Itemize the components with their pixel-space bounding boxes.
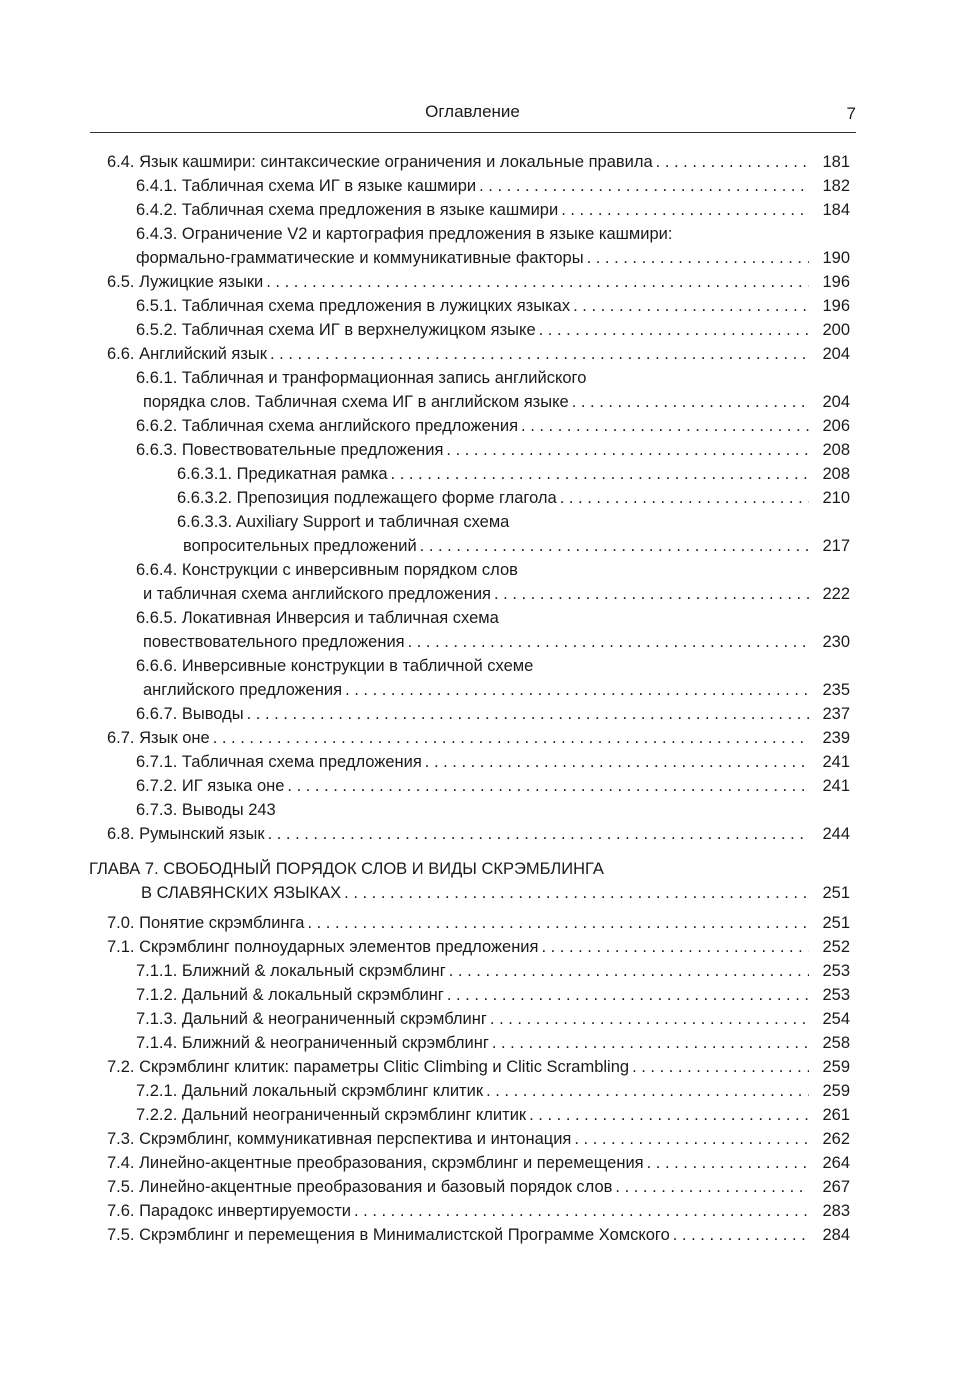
header-title: Оглавление [425,102,520,121]
toc-entry-page: 208 [822,441,850,459]
toc-entry [0,1055,975,1079]
toc-entry [0,750,975,774]
toc-entry-page: 196 [822,297,850,315]
leader-dots [486,1079,809,1103]
toc-entry-title: 6.5. Лужицкие языки [107,273,264,291]
toc-entry-page: 196 [822,273,850,291]
leader-dots [647,1151,809,1175]
toc-entry [0,222,975,246]
leader-dots [561,198,809,222]
toc-entry-title: 7.1.1. Ближний & локальный скрэмблинг [136,962,446,980]
leader-dots [391,462,809,486]
page-number: 7 [846,104,856,123]
toc-entry [0,1175,975,1199]
toc-entry-page: 259 [822,1058,850,1076]
leader-dots [587,246,809,270]
toc-entry-title: В СЛАВЯНСКИХ ЯЗЫКАХ [141,884,342,902]
toc-entry-title: 7.1.3. Дальний & неограниченный скрэмблинг [136,1010,487,1028]
toc-entry-page: 244 [822,825,850,843]
toc-entry [0,1151,975,1175]
leader-dots [656,150,809,174]
toc-entry [0,318,975,342]
toc-entry-title: 6.6. Английский язык [107,345,268,363]
toc-entry-page: 210 [822,489,850,507]
toc-entry-title: 6.6.3.2. Препозиция подлежащего форме глагола [177,489,557,507]
toc-entry-title: 6.7.3. Выводы 243 [136,801,276,819]
toc-entry-title: 7.6. Парадокс инвертируемости [107,1202,351,1220]
toc-entry-page: 190 [822,249,850,267]
toc-entry-page: 208 [822,465,850,483]
toc-entry-title: 6.6.4. Конструкции с инверсивным порядком слов [136,561,518,579]
toc-entry [0,983,975,1007]
leader-dots [447,983,809,1007]
toc-entry-title: 7.1.2. Дальний & локальный скрэмблинг [136,986,444,1004]
toc-entry [0,270,975,294]
toc-entry-title: 7.2. Скрэмблинг клитик: параметры Clitic Climbing и Clitic Scrambling [107,1058,630,1076]
toc-entry-title: 6.4.3. Ограничение V2 и картография предложения в языке кашмири: [136,225,673,243]
leader-dots [408,630,809,654]
toc-entry-page: 239 [822,729,850,747]
toc-entry-page: 230 [822,633,850,651]
toc-entry-page: 259 [822,1082,850,1100]
leader-dots [247,702,809,726]
toc-entry-page: 184 [822,201,850,219]
toc-entry [0,1223,975,1247]
toc-entry-title: 6.6.3.3. Auxiliary Support и табличная схема [177,513,510,531]
toc-entry-page: 254 [822,1010,850,1028]
toc-entry [0,822,975,846]
toc-entry-title: 7.3. Скрэмблинг, коммуникативная перспектива и интонация [107,1130,572,1148]
leader-dots [344,881,809,905]
toc-entry-page: 235 [822,681,850,699]
leader-dots [492,1031,809,1055]
toc-entry-page: 267 [822,1178,850,1196]
leader-dots [266,270,809,294]
toc-entry [0,150,975,174]
leader-dots [425,750,809,774]
toc-entry-title: 7.2.1. Дальний локальный скрэмблинг клитик [136,1082,484,1100]
toc-entry-title: английского предложения [143,681,343,699]
toc-entry-page: 252 [822,938,850,956]
toc-entry [0,510,975,534]
toc-entry [0,726,975,750]
toc-entry-title: 6.7.2. ИГ языка оне [136,777,285,795]
leader-dots [529,1103,809,1127]
toc-entry-page: 251 [822,914,850,932]
toc-entry-title: 6.6.3. Повествовательные предложения [136,441,444,459]
chapter-heading [0,857,975,881]
toc-entry [0,198,975,222]
toc-entry-title: порядка слов. Табличная схема ИГ в английском языке [143,393,569,411]
toc-entry-title: 6.4.2. Табличная схема предложения в языке кашмири [136,201,559,219]
toc-entry-title: 6.6.3.1. Предикатная рамка [177,465,388,483]
toc-entry-title: и табличная схема английского предложения [143,585,491,603]
toc-entry-title: 6.4. Язык кашмири: синтаксические ограничения и локальные правила [107,153,653,171]
leader-dots [287,774,809,798]
toc-entry [0,911,975,935]
toc-entry-title: 6.7.1. Табличная схема предложения [136,753,422,771]
toc-entry [0,1127,975,1151]
toc-entry-title: ГЛАВА 7. СВОБОДНЫЙ ПОРЯДОК СЛОВ И ВИДЫ СКРЭМБЛИНГА [89,860,604,878]
toc-entry [0,654,975,678]
toc-entry-title: 6.7. Язык оне [107,729,210,747]
leader-dots [213,726,809,750]
toc-entry [0,1079,975,1103]
toc-entry-title: 7.5. Скрэмблинг и перемещения в Минималистской Программе Хомского [107,1226,670,1244]
toc-entry [0,462,975,486]
toc-entry [0,606,975,630]
leader-dots [420,534,809,558]
leader-dots [270,342,809,366]
toc-entry [0,774,975,798]
toc-entry-title: 6.4.1. Табличная схема ИГ в языке кашмири [136,177,477,195]
leader-dots [307,911,809,935]
toc-entry-page: 182 [822,177,850,195]
toc-entry-page: 261 [822,1106,850,1124]
toc-entry [0,1103,975,1127]
toc-entry-title: формально-грамматические и коммуникативные факторы [136,249,584,267]
leader-dots [479,174,809,198]
leader-dots [560,486,809,510]
toc-entry-page: 237 [822,705,850,723]
toc-entry [0,630,975,654]
toc-entry [0,534,975,558]
toc-entry-page: 251 [822,884,850,902]
toc-entry-page: 200 [822,321,850,339]
toc-entry-title: 6.5.1. Табличная схема предложения в лужицких языках [136,297,571,315]
toc-entry-title: 7.1. Скрэмблинг полноударных элементов предложения [107,938,539,956]
toc-entry-title: 6.6.1. Табличная и транформационная запись английского [136,369,587,387]
header-rule [90,132,856,133]
toc-entry [0,246,975,270]
toc-entry-page: 206 [822,417,850,435]
toc-entry-title: 7.4. Линейно-акцентные преобразования, скрэмблинг и перемещения [107,1154,644,1172]
leader-dots [521,414,809,438]
toc-entry [0,935,975,959]
toc-entry-title: повествовательного предложения [143,633,405,651]
toc-entry [0,881,975,905]
leader-dots [539,318,809,342]
toc-entry-title: 6.6.2. Табличная схема английского предложения [136,417,519,435]
leader-dots [449,959,809,983]
toc-entry-title: 6.6.6. Инверсивные конструкции в табличной схеме [136,657,534,675]
leader-dots [268,822,809,846]
leader-dots [354,1199,809,1223]
toc-entry [0,366,975,390]
toc-entry-page: 253 [822,962,850,980]
toc-entry [0,1031,975,1055]
toc-entry [0,486,975,510]
toc-entry-page: 222 [822,585,850,603]
toc-entry-title: 7.2.2. Дальний неограниченный скрэмблинг клитик [136,1106,527,1124]
toc-entry [0,959,975,983]
toc-entry-title: 6.6.7. Выводы [136,705,244,723]
toc-entry-title: 6.8. Румынский язык [107,825,265,843]
toc-entry-page: 258 [822,1034,850,1052]
toc-entry [0,342,975,366]
toc-entry-page: 241 [822,777,850,795]
leader-dots [541,935,809,959]
leader-dots [573,294,809,318]
toc-entry [0,174,975,198]
toc-entry [0,414,975,438]
toc-entry-page: 204 [822,345,850,363]
leader-dots [572,390,809,414]
leader-dots [446,438,809,462]
leader-dots [494,582,809,606]
toc-entry [0,294,975,318]
toc-entry-page: 181 [822,153,850,171]
toc-entry [0,678,975,702]
toc-entry-title: 6.6.5. Локативная Инверсия и табличная схема [136,609,499,627]
leader-dots [574,1127,809,1151]
toc-entry [0,1199,975,1223]
toc-entry [0,390,975,414]
toc-entry-page: 217 [822,537,850,555]
leader-dots [673,1223,809,1247]
toc-entry [0,438,975,462]
toc-entry-page: 262 [822,1130,850,1148]
leader-dots [490,1007,809,1031]
toc-entry-title: 6.5.2. Табличная схема ИГ в верхнелужицком языке [136,321,536,339]
leader-dots [345,678,809,702]
toc-entry-page: 241 [822,753,850,771]
toc-entry-title: вопросительных предложений [183,537,417,555]
toc-entry-page: 284 [822,1226,850,1244]
toc-entry [0,1007,975,1031]
toc-entry [0,798,975,822]
toc-entry [0,558,975,582]
toc-entry-title: 7.0. Понятие скрэмблинга [107,914,305,932]
toc-entry-page: 283 [822,1202,850,1220]
toc-entry-page: 204 [822,393,850,411]
toc-entry-title: 7.1.4. Ближний & неограниченный скрэмблинг [136,1034,489,1052]
toc-entry-title: 7.5. Линейно-акцентные преобразования и базовый порядок слов [107,1178,613,1196]
toc-entry-page: 253 [822,986,850,1004]
toc-entry [0,582,975,606]
leader-dots [615,1175,809,1199]
toc-entry [0,702,975,726]
leader-dots [632,1055,809,1079]
toc-entry-page: 264 [822,1154,850,1172]
